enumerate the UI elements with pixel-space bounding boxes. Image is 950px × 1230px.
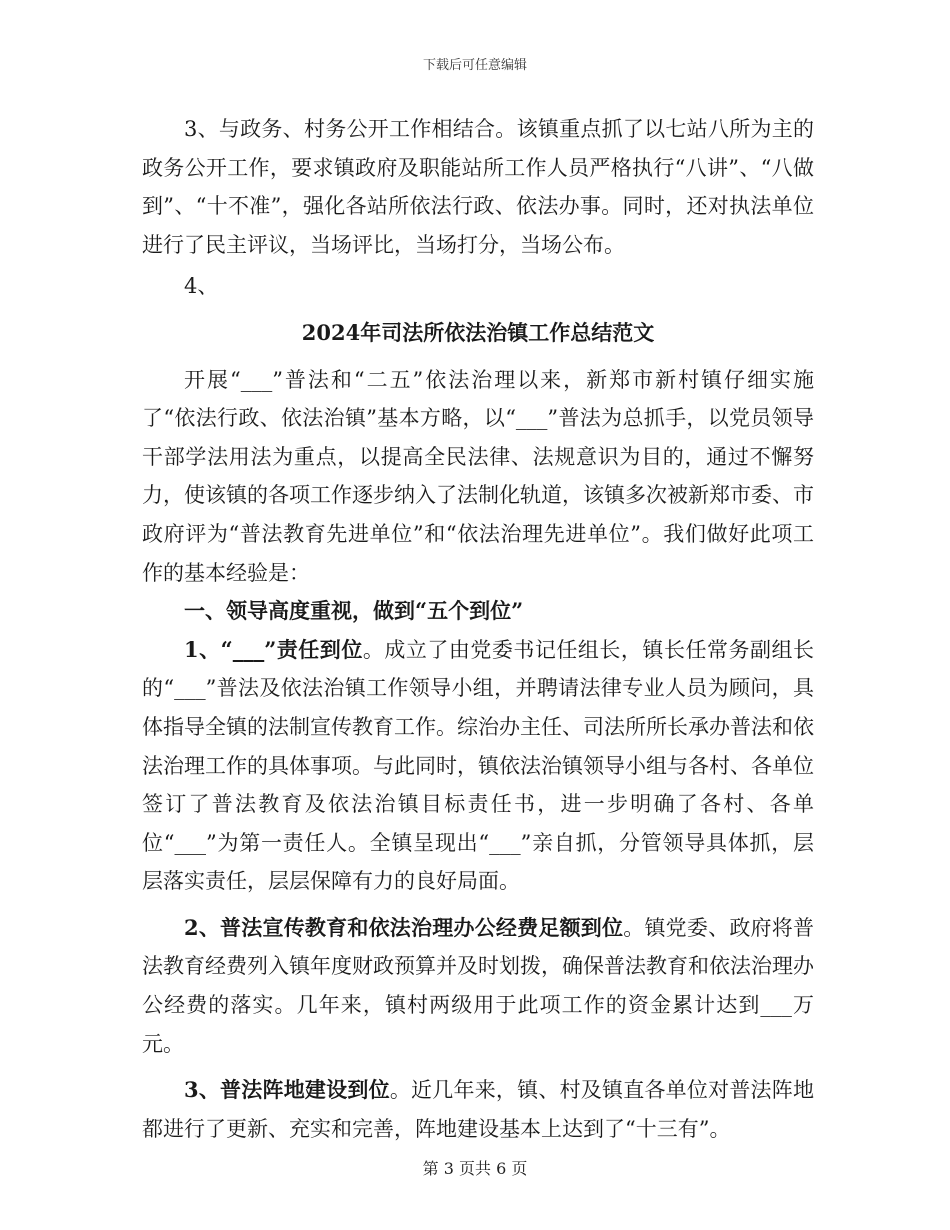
item-1-paragraph	[142, 631, 814, 901]
item-2-body: 。镇党委、政府将普法教育经费列入镇年度财政预算并及时划拨，确保普法教育和依法治理办公经费的落实。几年来，镇村两级用于此项工作的资金累计达到___万元。	[142, 915, 814, 1056]
document-title: 2024年司法所依法治镇工作总结范文	[301, 319, 655, 345]
intro-paragraph: 开展“___”普法和“二五”依法治理以来，新郑市新村镇仔细实施了“依法行政、依法治镇”基本方略，以“___”普法为总抓手，以党员领导干部学法用法为重点，以提高全民法律、法规意识为目的，通过不懈努力，使该镇的各项工作逐步纳入了法制化轨道，该镇多次被新郑市委、市政府评为“普法教育先进单位”和“依法治理先进单位”。我们做好此项工作的基本经验是：	[142, 367, 814, 585]
section-1-heading: 一、领导高度重视，做到“五个到位”	[184, 598, 524, 624]
paragraph-prev-item-3: 3、与政务、村务公开工作相结合。该镇重点抓了以七站八所为主的政务公开工作，要求镇政府及职能站所工作人员严格执行“八讲”、“八做到”、“十不准”，强化各站所依法行政、依法办事。同时，还对执法单位进行了民主评议，当场评比，当场打分，当场公布。	[142, 117, 814, 257]
paragraph-prev-item-4: 4、	[184, 274, 219, 299]
item-2-lead: 2、普法宣传教育和依法治理办公经费足额到位	[184, 914, 624, 940]
item-1-body: 。成立了由党委书记任组长，镇长任常务副组长的“___”普法及依法治镇工作领导小组，并聘请法律专业人员为顾问，具体指导全镇的法制宣传教育工作。综治办主任、司法所所长承办普法和依法治理工作的具体事项。与此同时，镇依法治镇领导小组与各村、各单位签订了普法教育及依法治镇目标责任书，进一步明确了各村、各单位“___”为第一责任人。全镇呈现出“___”亲自抓，分管领导具体抓，层层落实责任，层层保障有力的良好局面。	[142, 637, 814, 894]
item-3-body: 。近几年来，镇、村及镇直各单位对普法阵地都进行了更新、充实和完善，阵地建设基本上达到了“十三有”。	[142, 1078, 814, 1141]
page-number-footer: 第 3 页共 6 页	[422, 1159, 528, 1178]
item-1-lead: 1、“___”责任到位	[184, 636, 363, 662]
item-2-paragraph	[142, 909, 814, 1063]
item-3-paragraph	[142, 1071, 814, 1148]
item-3-lead: 3、普法阵地建设到位	[184, 1077, 390, 1103]
document-body	[142, 110, 814, 1148]
page-header-note: 下载后可任意编辑	[422, 58, 527, 73]
